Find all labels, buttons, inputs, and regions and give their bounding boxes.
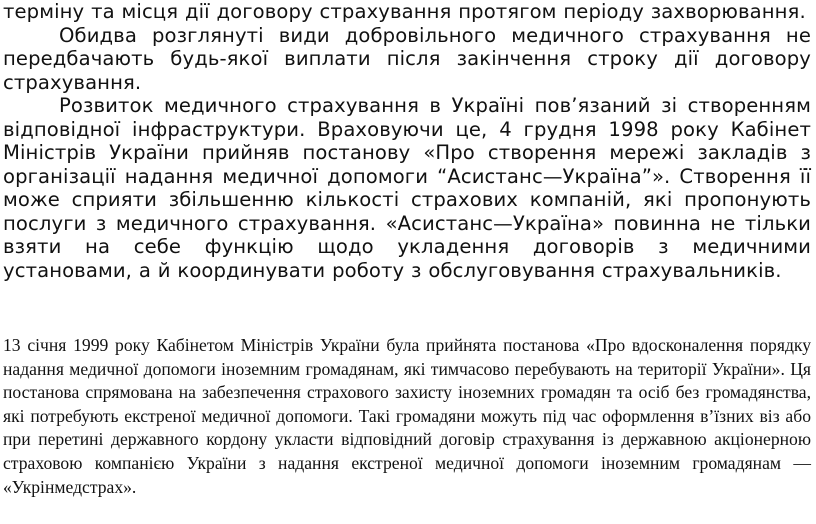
paragraph-foreign-citizens: 13 січня 1999 року Кабінетом Міністрів України була прийнята постанова «Про вдосконалення порядку надання медичної допомоги іноземним громадянам, які тимчасово перебувають на території України». Ця постанова спрямована на забезпечення страхового захисту іноземних громадян та осіб без громадянства, які потребують екстреної медичної допомоги. Такі громадяни можуть під час оформлення в’їзних віз або при перетині державного кордону укласти відповідний договір страхування із державною акціонерною страховою компанією України з надання екстреної медичної допомоги іноземним громадянам — «Укрінмедстрах».: [3, 335, 811, 497]
serif-text-block: [3, 334, 811, 499]
paragraph-infrastructure: Розвиток медичного страхування в Україні пов’язаний зі створенням відповідної інфраструктури. Враховуючи це, 4 грудня 1998 року Кабінет Міністрів України прийняв постанову «Про створення мережі закладів з організації надання медичної допомоги “Асистанс—Україна”». Створення її може сприяти збільшенню кількості страхових компаній, які пропонують послуги з медичного страхування. «Асистанс—Україна» повинна не тільки взяти на себе функцію щодо укладення договорів з медичними установами, а й координувати роботу з обслуговування страхувальників.: [3, 94, 811, 282]
paragraph-voluntary-insurance: Обидва розглянуті види добровільного медичного страхування не передбачають будь-якої виплати після закінчення строку дії договору страхування.: [3, 23, 811, 94]
main-text-block: [3, 0, 811, 282]
paragraph-continuation: терміну та місця дії договору страхування протягом періоду захворювання.: [3, 0, 806, 23]
